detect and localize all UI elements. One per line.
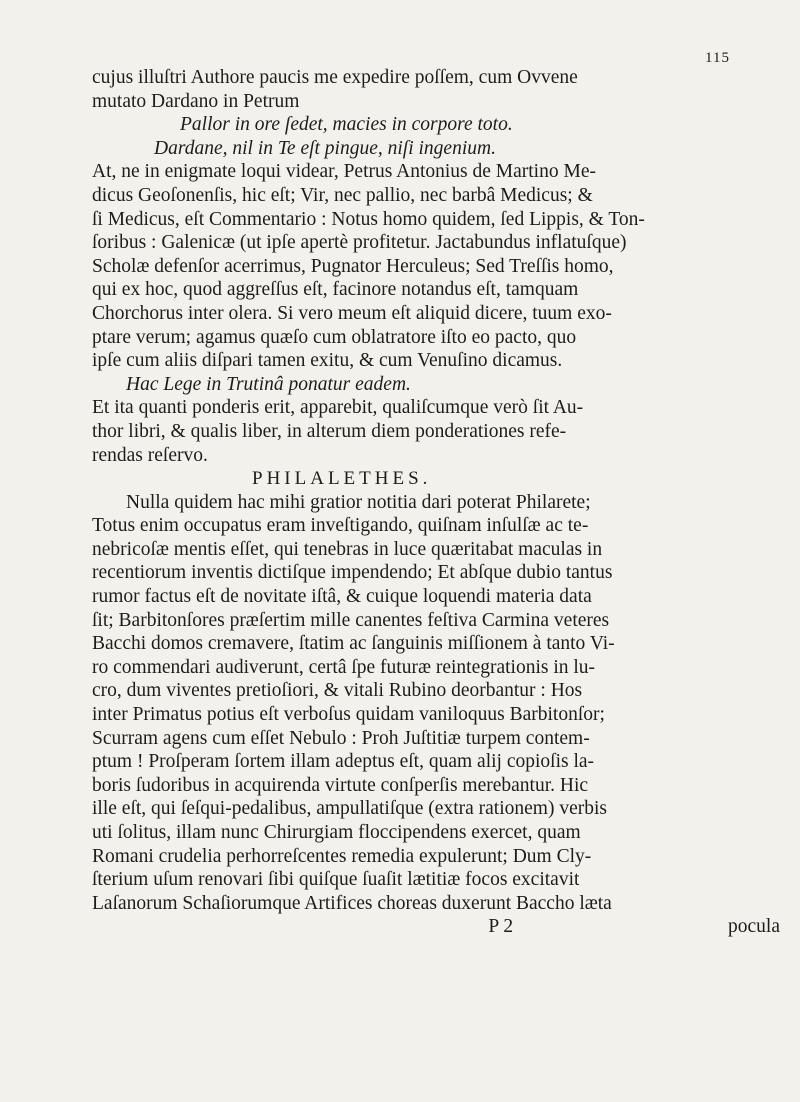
text-line: Nulla quidem hac mihi gratior notitia dari poterat Philarete; xyxy=(126,491,591,513)
text-line: Scholæ defenſor acerrimus, Pugnator Herculeus; Sed Treſſis homo, xyxy=(92,255,614,277)
text-line: mutato Dardano in Petrum xyxy=(92,90,300,112)
text-line: Laſanorum Schaſiorumque Artifices choreas duxerunt Baccho læta xyxy=(92,892,612,914)
text-line: ro commendari audiverunt, certâ ſpe futuræ reintegrationis in lu- xyxy=(92,656,596,678)
text-line: Totus enim occupatus eram inveſtigando, quiſnam inſulſæ ac te- xyxy=(92,515,589,537)
catchword: pocula xyxy=(728,916,780,938)
text-line: nebricoſæ mentis eſſet, qui tenebras in luce quæritabat maculas in xyxy=(92,538,603,560)
page-footer xyxy=(92,915,782,939)
text-line: ſterium uſum renovari ſibi quiſque ſuaſit lætitiæ focos excitavit xyxy=(92,869,580,891)
text-line: ille eſt, qui ſeſqui-pedalibus, ampullatiſque (extra rationem) verbis xyxy=(92,798,607,820)
text-line: cujus illuſtri Authore paucis me expedire poſſem, cum Ovvene xyxy=(92,67,578,88)
text-line: boris ſudoribus in acquirenda virtute conſperſis merebantur. Hic xyxy=(92,774,589,796)
text-line: ſoribus : Galenicæ (ut ipſe apertè profitetur. Jactabundus inflatuſque) xyxy=(92,232,627,254)
text-line: qui ex hoc, quod aggreſſus eſt, facinore notandus eſt, tamquam xyxy=(92,279,579,301)
text-line: rumor factus eſt de novitate iſtâ, & cuique loquendi materia data xyxy=(92,586,592,608)
text-line: ptare verum; agamus quæſo cum oblatratore iſto eo pacto, quo xyxy=(92,326,577,348)
text-line: ipſe cum aliis diſpari tamen exitu, & cum Venuſino dicamus. xyxy=(92,350,563,372)
verse-line: Dardane, nil in Te eſt pingue, niſi ingenium. xyxy=(154,137,496,159)
speaker-heading: PHILALETHES. xyxy=(252,468,432,490)
text-line: At, ne in enigmate loqui videar, Petrus Antonius de Martino Me- xyxy=(92,161,596,183)
text-line: cro, dum viventes pretioſiori, & vitali Rubino deorbantur : Hos xyxy=(92,680,583,702)
text-line: Chorchorus inter olera. Si vero meum eſt aliquid dicere, tuum exo- xyxy=(92,302,612,324)
verse-line: Hac Lege in Trutinâ ponatur eadem. xyxy=(126,373,411,395)
verse-line: Pallor in ore ſedet, macies in corpore toto. xyxy=(180,114,513,136)
text-line: dicus Geoſonenſis, hic eſt; Vir, nec pallio, nec barbâ Medicus; & xyxy=(92,184,593,206)
text-line: thor libri, & qualis liber, in alterum diem ponderationes refe- xyxy=(92,420,567,442)
text-line: Scurram agens cum eſſet Nebulo : Proh Juſtitiæ turpem contem- xyxy=(92,727,590,749)
text-line: uti ſolitus, illam nunc Chirurgiam floccipendens exercet, quam xyxy=(92,822,581,843)
text-line: recentiorum inventis dictiſque impendendo; Et abſque dubio tantus xyxy=(92,562,613,584)
text-line: ſit; Barbitonſores præſertim mille canentes feſtiva Carmina veteres xyxy=(92,609,610,631)
text-line: ptum ! Proſperam ſortem illam adeptus eſt, quam alij copioſis la- xyxy=(92,751,595,773)
text-line: Et ita quanti ponderis erit, apparebit, qualiſcumque verò ſit Au- xyxy=(92,397,584,419)
text-line: inter Primatus potius eſt verboſus quidam vaniloquus Barbitonſor; xyxy=(92,704,605,726)
page-number: 115 xyxy=(705,50,730,66)
signature-mark: P 2 xyxy=(488,916,514,938)
text-line: ſi Medicus, eſt Commentario : Notus homo quidem, ſed Lippis, & Ton- xyxy=(92,208,645,230)
page-text xyxy=(92,66,782,939)
text-line: Bacchi domos cremavere, ſtatim ac ſanguinis miſſionem à tanto Vi- xyxy=(92,633,615,655)
text-line: rendas reſervo. xyxy=(92,444,208,466)
text-line: Romani crudelia perhorreſcentes remedia expulerunt; Dum Cly- xyxy=(92,845,592,867)
